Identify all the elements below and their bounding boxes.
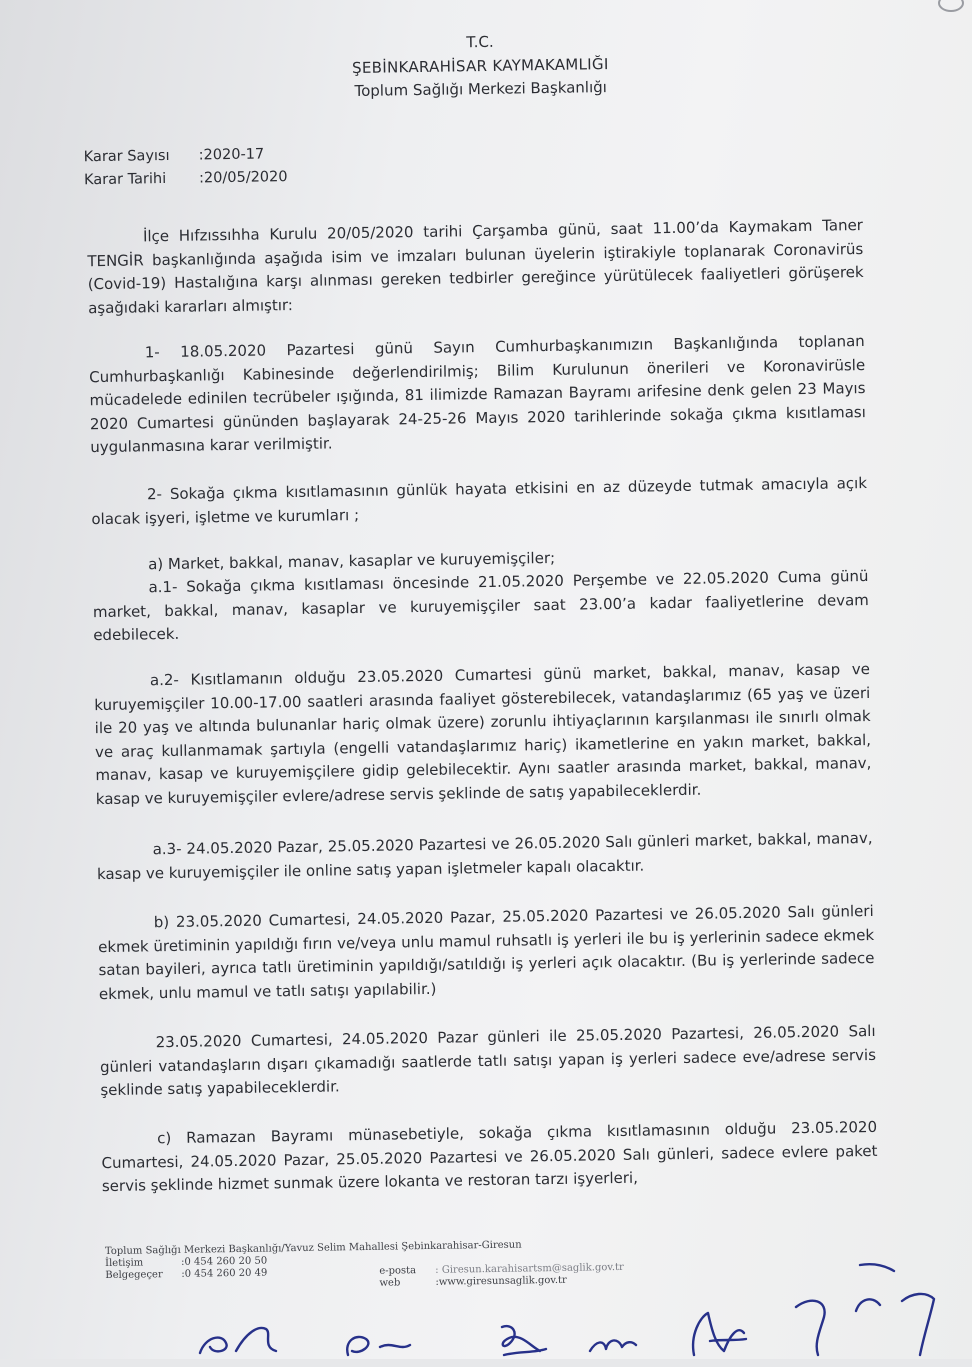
- decision-number-value: :2020-17: [198, 146, 265, 164]
- intro-text: İlçe Hıfzıssıhha Kurulu 20/05/2020 tarihi Çarşamba günü, saat 11.00’da Kaymakam Taner TENGİR başkanlığında aşağıda isim ve imzaları bulunan üyelerin iştirakiyle toplanarak Coronavirüs (Covid-19) Hastalığına karşı alınması gereken tedbirler gereğince yürütülecek faaliyetleri görüşerek aşağıdaki kararları almıştır:: [87, 216, 864, 317]
- footer-web-label: web: [379, 1277, 401, 1289]
- item-b-text: b) 23.05.2020 Cumartesi, 24.05.2020 Pazar, 25.05.2020 Pazartesi ve 26.05.2020 Salı günleri ekmek üretiminin yapıldığı fırın ve/veya unlu mamul ruhsatlı iş yerleri ile bu iş yerlerinin sadece ekmek satan bayileri, ayrıca tatlı üretiminin yapıldığı/satıldığı iş yerleri açık olacaktır. (Bu iş yerlerinde sadece ekmek, unlu mamul ve tatlı satışı yapılabilir.): [97, 901, 875, 1003]
- footer-address: Toplum Sağlığı Merkezi Başkanlığı/Yavuz Selim Mahallesi Şebinkarahisar-Giresun: [104, 1239, 522, 1258]
- item-b2-text: 23.05.2020 Cumartesi, 24.05.2020 Pazar günleri ile 25.05.2020 Pazartesi, 26.05.2020 Salı günleri vatandaşların dışarı çıkamadığı saatlerde tatlı satışı yapan iş yerleri sadece eve/adrese servis şeklinde satış yapabileceklerdir.: [99, 1021, 877, 1100]
- item-a1-text: a.1- Sokağa çıkma kısıtlaması öncesinde 21.05.2020 Perşembe ve 22.05.2020 Cuma günü market, bakkal, manav, kasaplar ve kuruyemişçiler saat 23.00’a kadar faaliyetlerine devam edebilecek.: [92, 566, 869, 645]
- decision-date-row: [84, 166, 288, 191]
- item-1-text: 1- 18.05.2020 Pazartesi günü Sayın Cumhurbaşkanımızın Başkanlığında toplanan Cumhurbaşkanlığı Kabinesinde değerlendirilmiş; Bilim Kurulunun önerileri ve Koronavirüsle mücadelede edinilen tecrübeler ışığında, 81 ilimizde Ramazan Bayramı arifesine denk gelen 23 Mayıs 2020 Cumartesi gününden başlayarak 24-25-26 Mayıs 2020 tarihlerinde sokağa çıkma kısıtlaması uygulanmasına karar verilmiştir.: [89, 332, 866, 457]
- handwritten-signatures: [0, 1255, 972, 1359]
- signatures-area: [0, 1255, 972, 1359]
- decision-date-value: :20/05/2020: [198, 169, 288, 187]
- footer-phone-value: :0 454 260 20 50: [181, 1255, 268, 1268]
- item-2-text: 2- Sokağa çıkma kısıtlamasının günlük hayata etkisini en az düzeyde tutmak amacıyla açık olacak işyeri, işletme ve kurumları ;: [91, 473, 868, 528]
- item-b2-paragraph: [99, 1020, 876, 1103]
- footer-phone-label: İletişim: [105, 1257, 144, 1270]
- footer-fax-label: Belgegeçer: [105, 1269, 163, 1282]
- intro-paragraph: [87, 214, 864, 320]
- header-institution: ŞEBİNKARAHİSAR KAYMAKAMLIĞI: [351, 54, 609, 78]
- signature-2: [347, 1337, 410, 1355]
- footer-email-value: : Giresun.karahisartsm@saglik.gov.tr: [435, 1261, 624, 1276]
- item-a-text: a) Market, bakkal, manav, kasaplar ve kuruyemişçiler;: [147, 548, 556, 574]
- item-1-paragraph: [89, 330, 867, 460]
- signature-5: [693, 1313, 746, 1355]
- footer-fax-value: :0 454 260 20 49: [181, 1267, 268, 1280]
- decision-date-label: Karar Tarihi: [83, 170, 167, 189]
- header-department: Toplum Sağlığı Merkezi Başkanlığı: [354, 78, 608, 100]
- signature-3: [502, 1326, 546, 1355]
- header-tc: T.C.: [466, 32, 494, 52]
- decision-number-label: Karar Sayısı: [83, 147, 170, 166]
- footer-email-label: e-posta: [379, 1265, 417, 1277]
- item-a3-paragraph: [96, 827, 873, 886]
- footer-web-value: :www.giresunsaglik.gov.tr: [435, 1274, 567, 1288]
- item-b-paragraph: [98, 900, 875, 1006]
- item-c-paragraph: [101, 1116, 878, 1199]
- item-a2-paragraph: [94, 658, 872, 811]
- signature-7: [860, 1264, 894, 1271]
- decision-number-row: [84, 143, 265, 168]
- item-a3-text: a.3- 24.05.2020 Pazar, 25.05.2020 Pazartesi ve 26.05.2020 Salı günleri market, bakkal, manav, kasap ve kuruyemişçiler ile online satış yapan işletmeler kapalı olacaktır.: [96, 828, 873, 883]
- signature-6: [796, 1294, 934, 1355]
- signature-4: [590, 1340, 636, 1351]
- signature-1: [200, 1328, 276, 1353]
- item-c-text: c) Ramazan Bayramı münasebetiyle, sokağa çıkma kısıtlamasının olduğu 23.05.2020 Cumartesi, 24.05.2020 Pazar, 25.05.2020 Pazartesi ve 26.05.2020 Salı günleri, sadece evlere paket servis şeklinde hizmet sunmak üzere lokanta ve restoran tarzı işyerleri,: [101, 1117, 878, 1196]
- item-a1-paragraph: [92, 565, 869, 648]
- item-a2-text: a.2- Kısıtlamanın olduğu 23.05.2020 Cumartesi günü market, bakkal, manav, kasap ve kuruyemişçiler 10.00-17.00 saatleri arasında faaliyet gösterebilecek, vatandaşlarımız (65 yaş ve üzeri ile 20 yaş ve altında bulunanlar hariç olmak üzere) zorunlu ihtiyaçlarının karşılanması ile sınırlı olmak ve araç kullanmamak şartıyla (engelli vatandaşlarımız hariç) ikametlerine en yakın market, bakkal, manav, kasap ve kuruyemişçilere gidip gelebilecektir. Aynı saatler arasında market, bakkal, manav, kasap ve kuruyemişçiler evlere/adrese servis şeklinde de satış yapabileceklerdir.: [94, 659, 872, 808]
- item-2-paragraph: [91, 472, 868, 531]
